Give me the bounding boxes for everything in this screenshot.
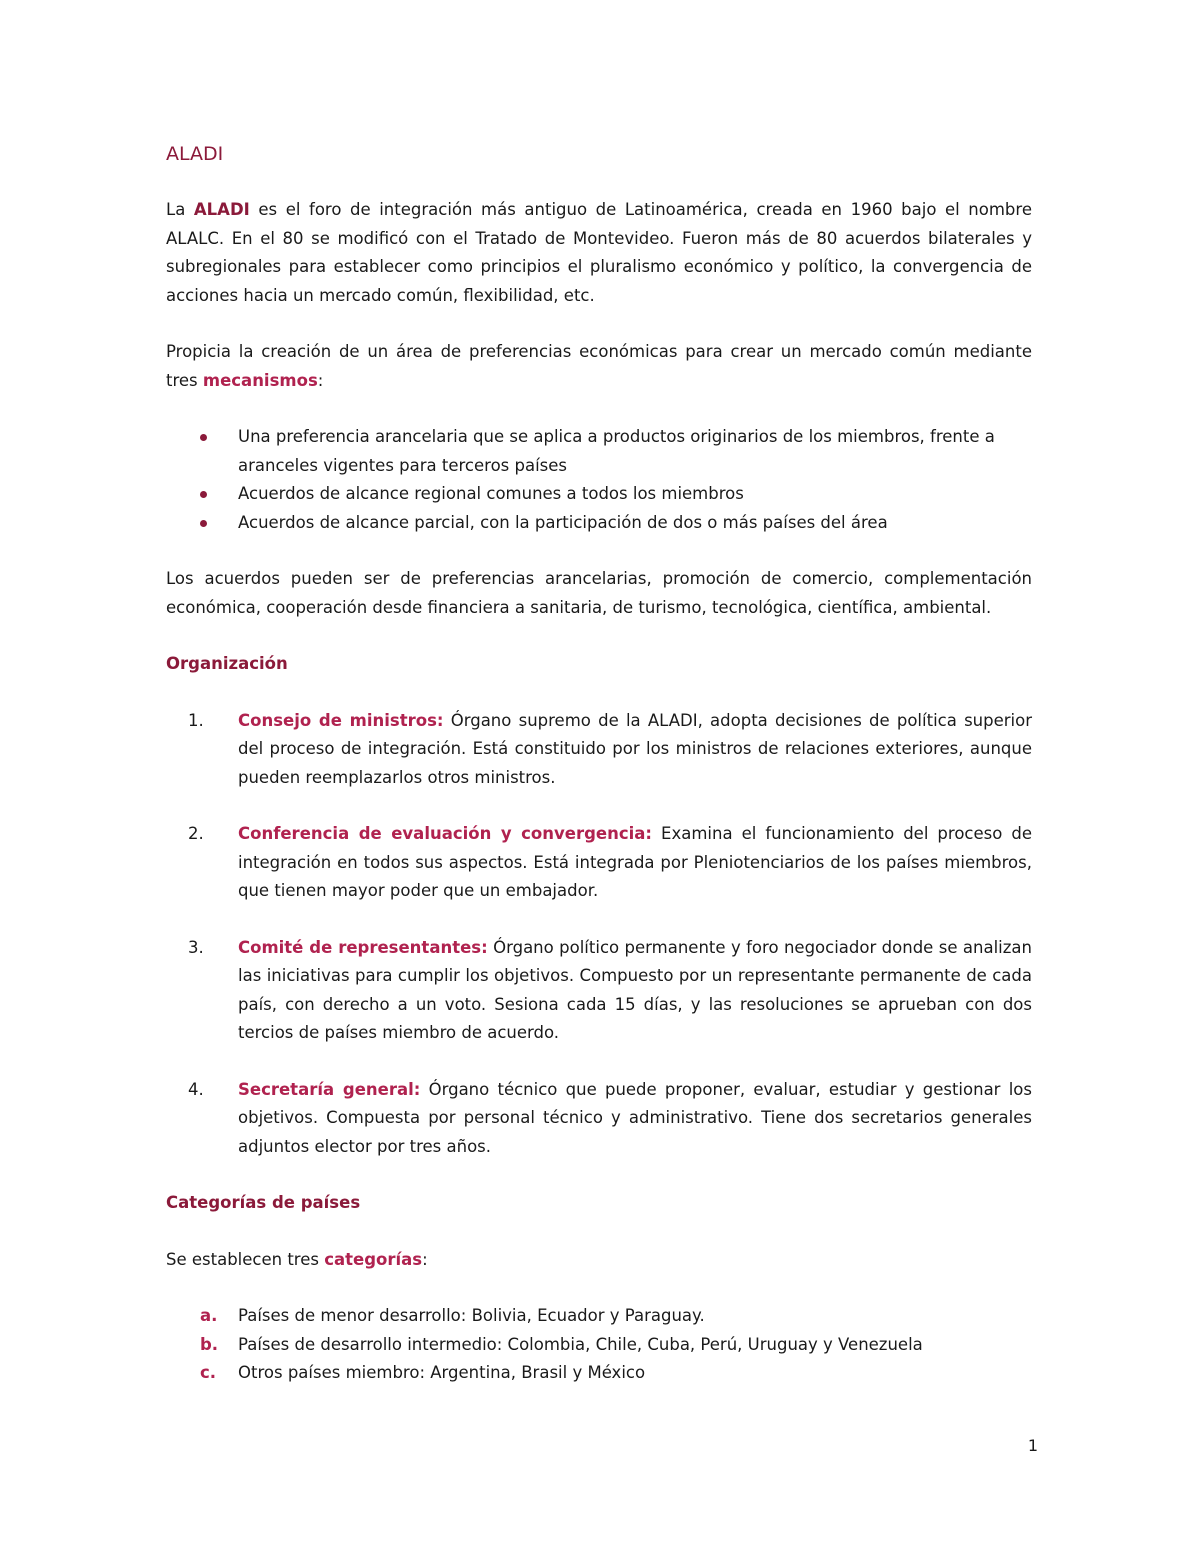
categories-list xyxy=(166,1302,1032,1388)
list-item xyxy=(166,707,1032,793)
item-number: 3. xyxy=(188,937,204,957)
item-number: 2. xyxy=(188,824,204,843)
page-content xyxy=(166,140,1032,1388)
item-letter: a. xyxy=(200,1306,218,1325)
list-item xyxy=(166,934,1032,1048)
item-label: Conferencia de evaluación y convergencia: xyxy=(238,824,653,843)
item-letter: b. xyxy=(200,1334,219,1354)
item-number: 1. xyxy=(188,710,204,730)
categories-heading: Categorías de países xyxy=(166,1193,361,1212)
list-item xyxy=(166,509,1032,538)
propicia-highlight: mecanismos xyxy=(202,370,318,390)
mechanisms-list xyxy=(166,423,1032,537)
categories-intro-pre: Se establecen tres xyxy=(166,1249,325,1269)
categories-intro-highlight: categorías xyxy=(324,1249,423,1269)
organization-list xyxy=(166,707,1032,1162)
list-item xyxy=(166,1331,1032,1360)
propicia-paragraph xyxy=(166,338,1032,395)
list-item xyxy=(166,480,1032,509)
categories-intro-end: : xyxy=(422,1249,428,1269)
document-title: ALADI xyxy=(166,143,224,165)
list-item xyxy=(166,820,1032,906)
list-item xyxy=(166,1302,1032,1331)
propicia-end: : xyxy=(317,370,324,390)
item-text: Examina el funcionamiento del proceso de integración en todos sus aspectos. Está integrada por Pleniotenciarios de los países miembros, que tienen mayor poder que un embajador. xyxy=(238,824,1032,900)
item-letter: c. xyxy=(200,1363,217,1382)
propicia-text: Propicia la creación de un área de preferencias económicas para crear un mercado común mediante tres xyxy=(166,342,1032,390)
intro-text: es el foro de integración más antiguo de Latinoamérica, creada en 1960 bajo el nombre ALALC. En el 80 se modificó con el Tratado de Montevideo. Fueron más de 80 acuerdos bilaterales y subregionales para establecer como principios el pluralismo económico y político, la convergencia de acciones hacia un mercado común, flexibilidad, etc. xyxy=(166,200,1032,305)
intro-highlight: ALADI xyxy=(193,200,250,219)
mechanism-text: Acuerdos de alcance regional comunes a todos los miembros xyxy=(238,484,744,503)
list-item xyxy=(166,1076,1032,1162)
organization-heading: Organización xyxy=(166,654,288,673)
category-text: Países de menor desarrollo: Bolivia, Ecuador y Paraguay. xyxy=(238,1306,705,1325)
item-text: Órgano supremo de la ALADI, adopta decisiones de política superior del proceso de integración. Está constituido por los ministros de relaciones exteriores, aunque pueden reemplazarlos otros ministros. xyxy=(238,710,1032,787)
item-text: Órgano técnico que puede proponer, evaluar, estudiar y gestionar los objetivos. Compuesta por personal técnico y administrativo. Tiene dos secretarios generales adjuntos elector por tres años. xyxy=(238,1079,1032,1156)
page-number: 1 xyxy=(1027,1436,1038,1455)
item-label: Comité de representantes: xyxy=(238,937,488,957)
agreements-paragraph: Los acuerdos pueden ser de preferencias arancelarias, promoción de comercio, complementación económica, cooperación desde financiera a sanitaria, de turismo, tecnológica, científica, ambiental. xyxy=(166,569,1032,617)
list-item xyxy=(166,423,1032,480)
item-label: Consejo de ministros: xyxy=(238,710,444,730)
item-number: 4. xyxy=(188,1079,204,1099)
bullet-icon xyxy=(200,491,207,498)
mechanism-text: Acuerdos de alcance parcial, con la participación de dos o más países del área xyxy=(238,512,888,532)
category-text: Países de desarrollo intermedio: Colombia, Chile, Cuba, Perú, Uruguay y Venezuela xyxy=(238,1334,923,1354)
item-text: Órgano político permanente y foro negociador donde se analizan las iniciativas para cumplir los objetivos. Compuesto por un representante permanente de cada país, con derecho a un voto. Sesiona cada 15 días, y las resoluciones se aprueban con dos tercios de países miembro de acuerdo. xyxy=(238,937,1032,1042)
list-item xyxy=(166,1359,1032,1388)
bullet-icon xyxy=(200,434,207,441)
intro-paragraph xyxy=(166,196,1032,310)
category-text: Otros países miembro: Argentina, Brasil y México xyxy=(238,1363,646,1382)
item-label: Secretaría general: xyxy=(238,1079,421,1099)
bullet-icon xyxy=(200,520,207,527)
categories-intro xyxy=(166,1246,1032,1275)
mechanism-text: Una preferencia arancelaria que se aplica a productos originarios de los miembros, frente a aranceles vigentes para terceros países xyxy=(238,427,995,475)
intro-pre: La xyxy=(166,200,194,219)
